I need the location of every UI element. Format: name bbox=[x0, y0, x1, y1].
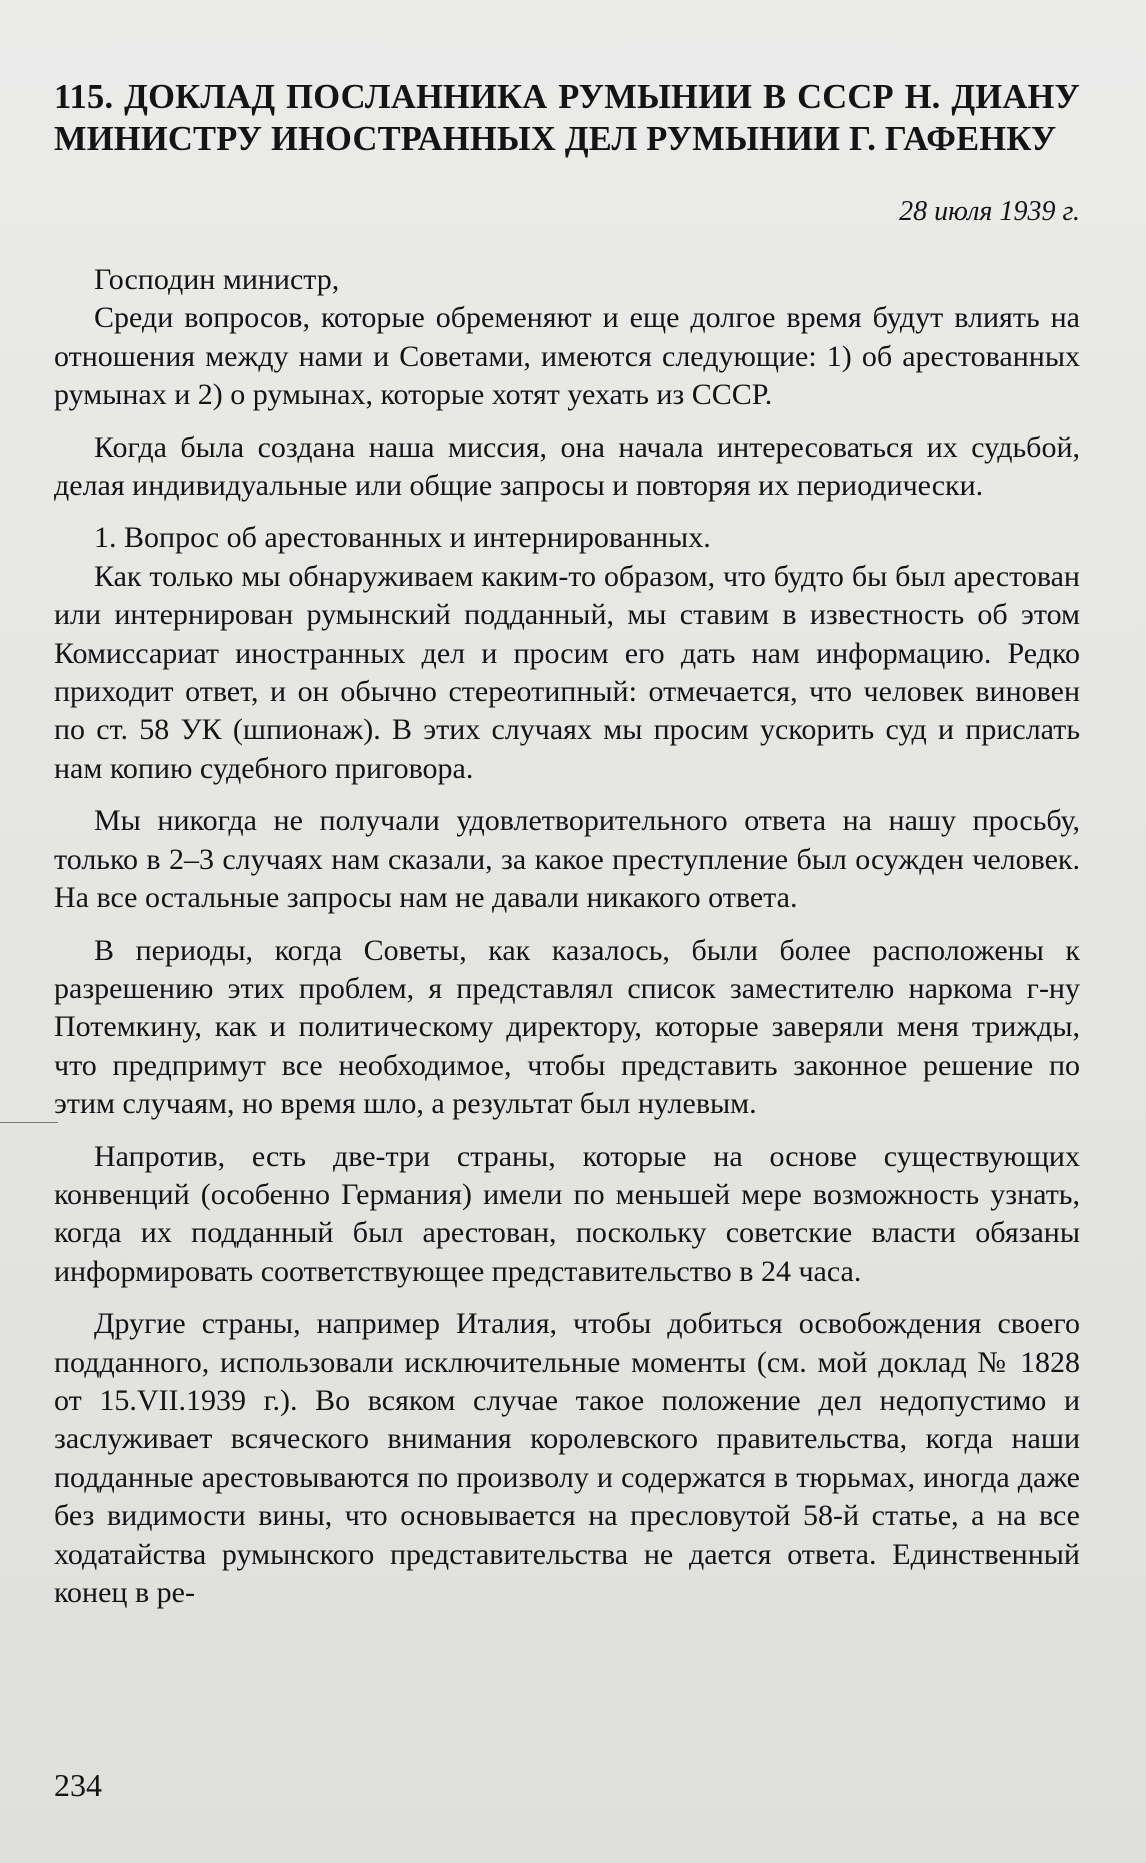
paragraph-3: Как только мы обнаруживаем каким-то образом, что будто бы был арестован или интернирован румынский подданный, мы ставим в известность об этом Комиссариат иностранных дел и просим его дать нам информацию. Редко приходит ответ, и он обычно стереотипный: отмечается, что человек виновен по ст. 58 УК (шпионаж). В этих случаях мы просим ускорить суд и прислать нам копию судебного приговора. bbox=[54, 559, 1080, 785]
document-body bbox=[54, 261, 1080, 1612]
salutation: Господин министр, bbox=[94, 263, 340, 296]
paragraph-5: В периоды, когда Советы, как казалось, были более расположены к разрешению этих проблем, я представлял список заместителю наркома г-ну Потемкину, как и политическому директору, которые заверяли меня трижды, что предпримут все необходимое, чтобы представить законное решение по этим случаям, но время шло, а результат был нулевым. bbox=[54, 933, 1080, 1121]
paragraph-1: Среди вопросов, которые обременяют и еще долгое время будут влиять на отношения между нами и Советами, имеются следующие: 1) об арестованных румынах и 2) о румынах, которые хотят уехать из СССР. bbox=[54, 301, 1080, 412]
margin-mark bbox=[0, 1122, 58, 1123]
document-title: 115. ДОКЛАД ПОСЛАННИКА РУМЫНИИ В СССР Н. ДИАНУ МИНИСТРУ ИНОСТРАННЫХ ДЕЛ РУМЫНИИ Г. ГАФЕНКУ bbox=[54, 78, 1080, 158]
document-content bbox=[54, 76, 1080, 1612]
paragraph-2: Когда была создана наша миссия, она начала интересоваться их судьбой, делая индивидуальные или общие запросы и повторяя их периодически. bbox=[54, 430, 1080, 503]
section-heading: 1. Вопрос об арестованных и интернированных. bbox=[94, 521, 711, 555]
paragraph-4: Мы никогда не получали удовлетворительного ответа на нашу просьбу, только в 2–3 случаях нам сказали, за какое преступление был осужден человек. На все остальные запросы нам не давали никакого ответа. bbox=[54, 804, 1080, 915]
page-number: 234 bbox=[54, 1767, 102, 1803]
document-date: 28 июля 1939 г. bbox=[899, 196, 1080, 227]
paragraph-6: Напротив, есть две-три страны, которые на основе существующих конвенций (особенно Германия) имели по меньшей мере возможность узнать, когда их подданный был арестован, поскольку советские власти обязаны информировать соответствующее представительство в 24 часа. bbox=[54, 1139, 1080, 1288]
paragraph-7: Другие страны, например Италия, чтобы добиться освобождения своего подданного, использовали исключительные моменты (см. мой доклад № 1828 от 15.VII.1939 г.). Во всяком случае такое положение дел недопустимо и заслуживает всяческого внимания королевского правительства, когда наши подданные арестовываются по произволу и содержатся в тюрьмах, иногда даже без видимости вины, что основывается на пресловутой 58-й статье, а на все ходатайства румынского представительства не дается ответа. Единственный конец в ре- bbox=[54, 1307, 1080, 1609]
